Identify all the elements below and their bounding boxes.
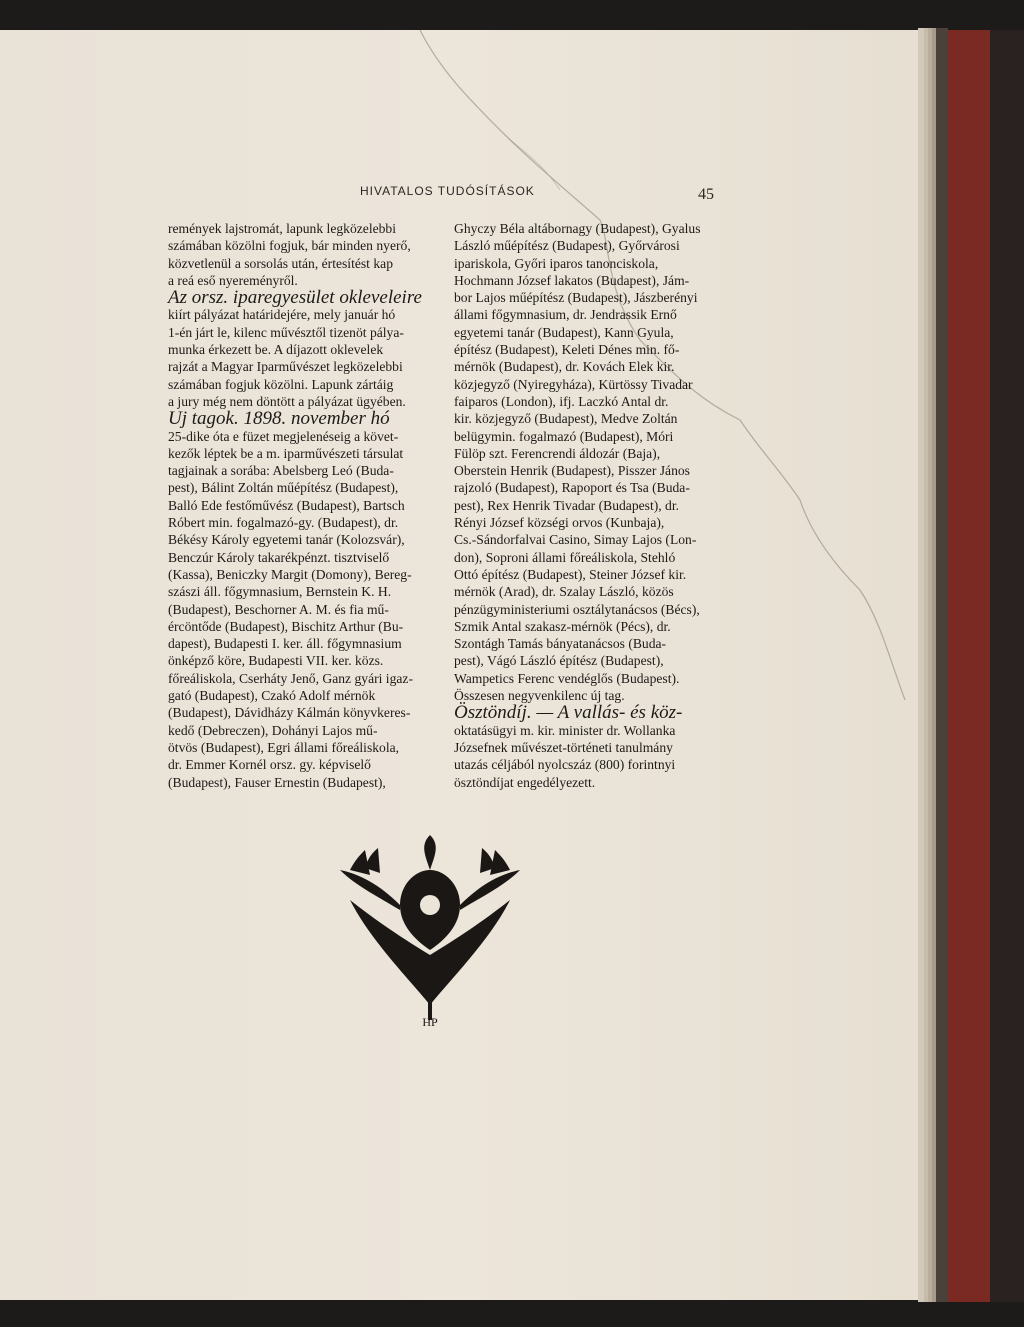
text-line: 1-én járt le, kilenc művésztől tizenöt pálya- xyxy=(168,324,404,340)
right-column xyxy=(454,220,716,791)
text-line: Róbert min. fogalmazó-gy. (Budapest), dr. xyxy=(168,515,399,531)
section-heading: Ösztöndíj. — A vallás- és köz- xyxy=(454,702,683,724)
text-line: közvetlenül a sorsolás után, értesítést kap xyxy=(168,255,393,271)
text-line: (Budapest), Dávidházy Kálmán könyvkeres- xyxy=(168,705,411,721)
text-line: pest), Bálint Zoltán műépítész (Budapest), xyxy=(168,480,399,496)
text-line: kir. közjegyző (Budapest), Medve Zoltán xyxy=(454,411,678,427)
art-nouveau-ornament xyxy=(330,830,530,1030)
text-line: önképző köre, Budapesti VII. ker. közs. xyxy=(168,653,384,669)
text-line: főreáliskola, Cserháty Jenő, Ganz gyári igaz- xyxy=(168,670,413,686)
text-line: rajzát a Magyar Iparművészet legközelebbi xyxy=(168,359,403,375)
text-line: Ghyczy Béla altábornagy (Budapest), Gyalus xyxy=(454,221,701,236)
text-line: mérnök (Arad), dr. Szalay László, közös xyxy=(454,584,674,600)
text-line: pénzügyministeriumi osztálytanácsos (Bécs), xyxy=(454,601,700,617)
text-line: utazás céljából nyolcszáz (800) forintnyi xyxy=(454,757,676,773)
text-line: állami főgymnasium, dr. Jendrassik Ernő xyxy=(454,307,677,323)
text-line: ércöntőde (Budapest), Bischitz Arthur (Bu- xyxy=(168,618,404,634)
text-line: Wampetics Ferenc vendéglős (Budapest). xyxy=(454,670,680,686)
text-line: dr. Emmer Kornél orsz. gy. képviselő xyxy=(168,757,371,773)
text-line: faiparos (London), ifj. Laczkó Antal dr. xyxy=(454,393,669,409)
text-line: kedő (Debreczen), Dohányi Lajos mű- xyxy=(168,722,378,738)
left-column xyxy=(168,220,438,791)
text-line: a reá eső nyereményről. xyxy=(168,272,298,288)
text-line: (Budapest), Beschorner A. M. és fia mű- xyxy=(168,601,389,617)
text-line: Szontágh Tamás bányatanácsos (Buda- xyxy=(454,636,667,652)
text-line: don), Soproni állami főreáliskola, Stehló xyxy=(454,549,676,565)
text-line: Józsefnek művészet-történeti tanulmány xyxy=(454,739,673,755)
section-heading: Az orsz. iparegyesület okleveleire xyxy=(168,287,422,309)
text-line: tagjainak a sorába: Abelsberg Leó (Buda- xyxy=(168,463,394,479)
text-line: kiírt pályázat határidejére, mely január hó xyxy=(168,307,396,323)
text-line: a jury még nem döntött a pályázat ügyében. xyxy=(168,393,406,409)
section-heading: Uj tagok. 1898. november hó xyxy=(168,408,390,430)
text-line: Hochmann József lakatos (Budapest), Jám- xyxy=(454,272,690,288)
text-line: remények lajstromát, lapunk legközelebbi xyxy=(168,221,396,236)
text-line: Balló Ede festőművész (Budapest), Bartsch xyxy=(168,497,405,513)
text-line: kezők léptek be a m. iparművészeti társulat xyxy=(168,445,404,461)
text-line: mérnök (Budapest), dr. Kovách Elek kir. xyxy=(454,359,675,375)
text-line: munka érkezett be. A díjazott oklevelek xyxy=(168,342,384,358)
text-line: számában közölni fogjuk, bár minden nyerő, xyxy=(168,238,411,254)
text-line: Cs.-Sándorfalvai Casino, Simay Lajos (Lon- xyxy=(454,532,697,548)
text-line: egyetemi tanár (Budapest), Kann Gyula, xyxy=(454,324,674,340)
text-line: László műépítész (Budapest), Győrvárosi xyxy=(454,238,680,254)
text-line: belügymin. fogalmazó (Budapest), Móri xyxy=(454,428,674,444)
text-line: ösztöndíjat engedélyezett. xyxy=(454,774,596,790)
text-line: számában fogjuk közölni. Lapunk zártáig xyxy=(168,376,394,392)
text-line: Rényi József községi orvos (Kunbaja), xyxy=(454,515,665,531)
text-line: (Budapest), Fauser Ernestin (Budapest), xyxy=(168,774,386,790)
text-line: szászi áll. főgymnasium, Bernstein K. H. xyxy=(168,584,392,600)
text-line: ipariskola, Győri iparos tanonciskola, xyxy=(454,255,659,271)
text-line: pest), Rex Henrik Tivadar (Budapest), dr. xyxy=(454,497,680,513)
text-line: Szmik Antal szakasz-mérnök (Pécs), dr. xyxy=(454,618,671,634)
text-line: Békésy Károly egyetemi tanár (Kolozsvár), xyxy=(168,532,405,548)
text-line: oktatásügyi m. kir. minister dr. Wollanka xyxy=(454,722,676,738)
text-line: Ottó építész (Budapest), Steiner József kir. xyxy=(454,566,687,582)
text-line: Oberstein Henrik (Budapest), Pisszer János xyxy=(454,463,690,479)
text-line: dapest), Budapesti I. ker. áll. főgymnasium xyxy=(168,636,402,652)
text-line: közjegyző (Nyiregyháza), Kürtössy Tivadar xyxy=(454,376,693,392)
text-line: Fülöp szt. Ferencrendi áldozár (Baja), xyxy=(454,445,661,461)
text-line: bor Lajos műépítész (Budapest), Jászberényi xyxy=(454,290,698,306)
page-number: 45 xyxy=(698,186,714,203)
ornament-monogram: HP xyxy=(422,1015,438,1029)
running-header: HIVATALOS TUDÓSÍTÁSOK xyxy=(360,184,535,198)
text-line: Benczúr Károly takarékpénzt. tisztviselő xyxy=(168,549,390,565)
text-line: pest), Vágó László építész (Budapest), xyxy=(454,653,664,669)
text-line: (Kassa), Beniczky Margit (Domony), Bereg- xyxy=(168,566,412,582)
text-line: ötvös (Budapest), Egri állami főreáliskola, xyxy=(168,739,400,755)
text-line: építész (Budapest), Keleti Dénes min. fő- xyxy=(454,342,680,358)
text-line: gató (Budapest), Czakó Adolf mérnök xyxy=(168,688,376,704)
text-line: Összesen negyvenkilenc új tag. xyxy=(454,688,625,704)
text-line: 25-dike óta e füzet megjelenéseig a követ- xyxy=(168,428,399,444)
text-line: rajzoló (Budapest), Rapoport és Tsa (Buda- xyxy=(454,480,690,496)
